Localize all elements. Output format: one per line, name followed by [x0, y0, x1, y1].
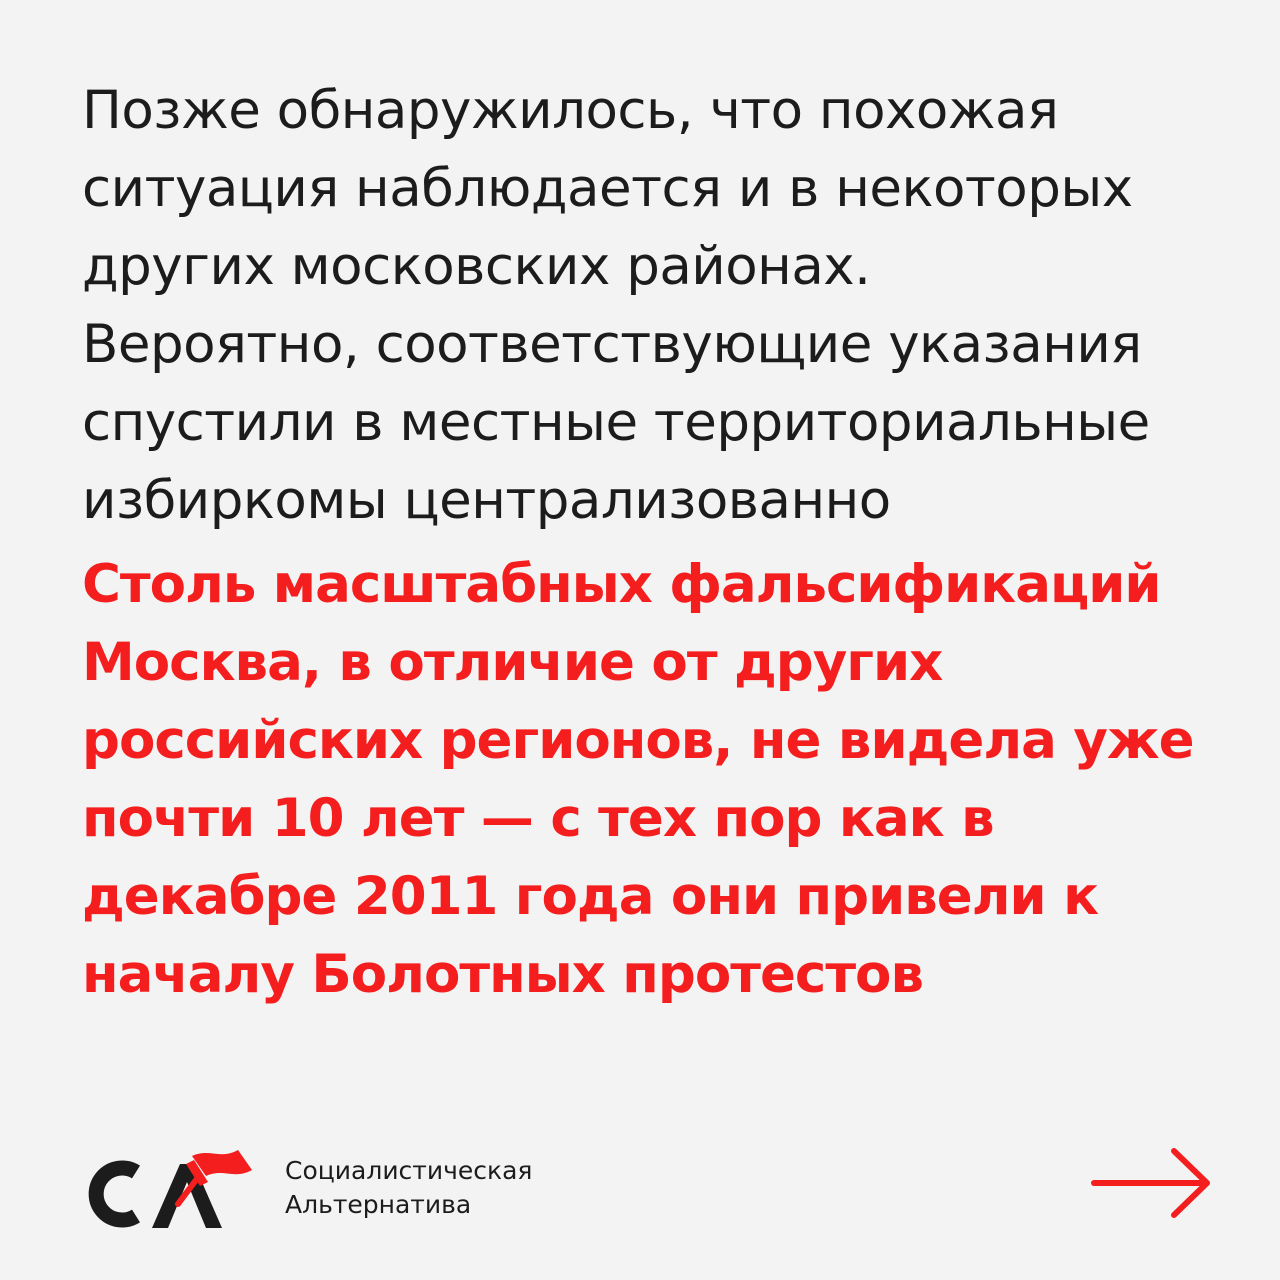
- brand-name-line2: Альтернатива: [285, 1190, 472, 1219]
- highlight-line: началу Болотных протестов: [82, 944, 924, 1005]
- highlight-line: Москва, в отличие от других: [82, 632, 943, 693]
- highlight-line: российских регионов, не видела уже: [82, 710, 1194, 771]
- body-line: Позже обнаружилось, что похожая: [82, 80, 1059, 141]
- brand-logo: [80, 1142, 260, 1234]
- highlight-line: Столь масштабных фальсификаций: [82, 554, 1161, 615]
- body-line: других московских районах.: [82, 236, 871, 297]
- brand-name-line1: Социалистическая: [285, 1156, 533, 1185]
- body-paragraph: [82, 72, 1222, 540]
- footer: [80, 1142, 1220, 1242]
- brand-name: [285, 1154, 532, 1222]
- slide-content: [82, 72, 1222, 1014]
- highlight-line: декабре 2011 года они привели к: [82, 866, 1099, 927]
- body-line: спустили в местные территориальные: [82, 392, 1150, 453]
- body-line: ситуация наблюдается и в некоторых: [82, 158, 1133, 219]
- highlight-line: почти 10 лет — с тех пор как в: [82, 788, 994, 849]
- arrow-right-icon[interactable]: [1090, 1144, 1214, 1222]
- highlight-paragraph: [82, 546, 1222, 1014]
- body-line: избиркомы централизованно: [82, 470, 891, 531]
- body-line: Вероятно, соответствующие указания: [82, 314, 1142, 375]
